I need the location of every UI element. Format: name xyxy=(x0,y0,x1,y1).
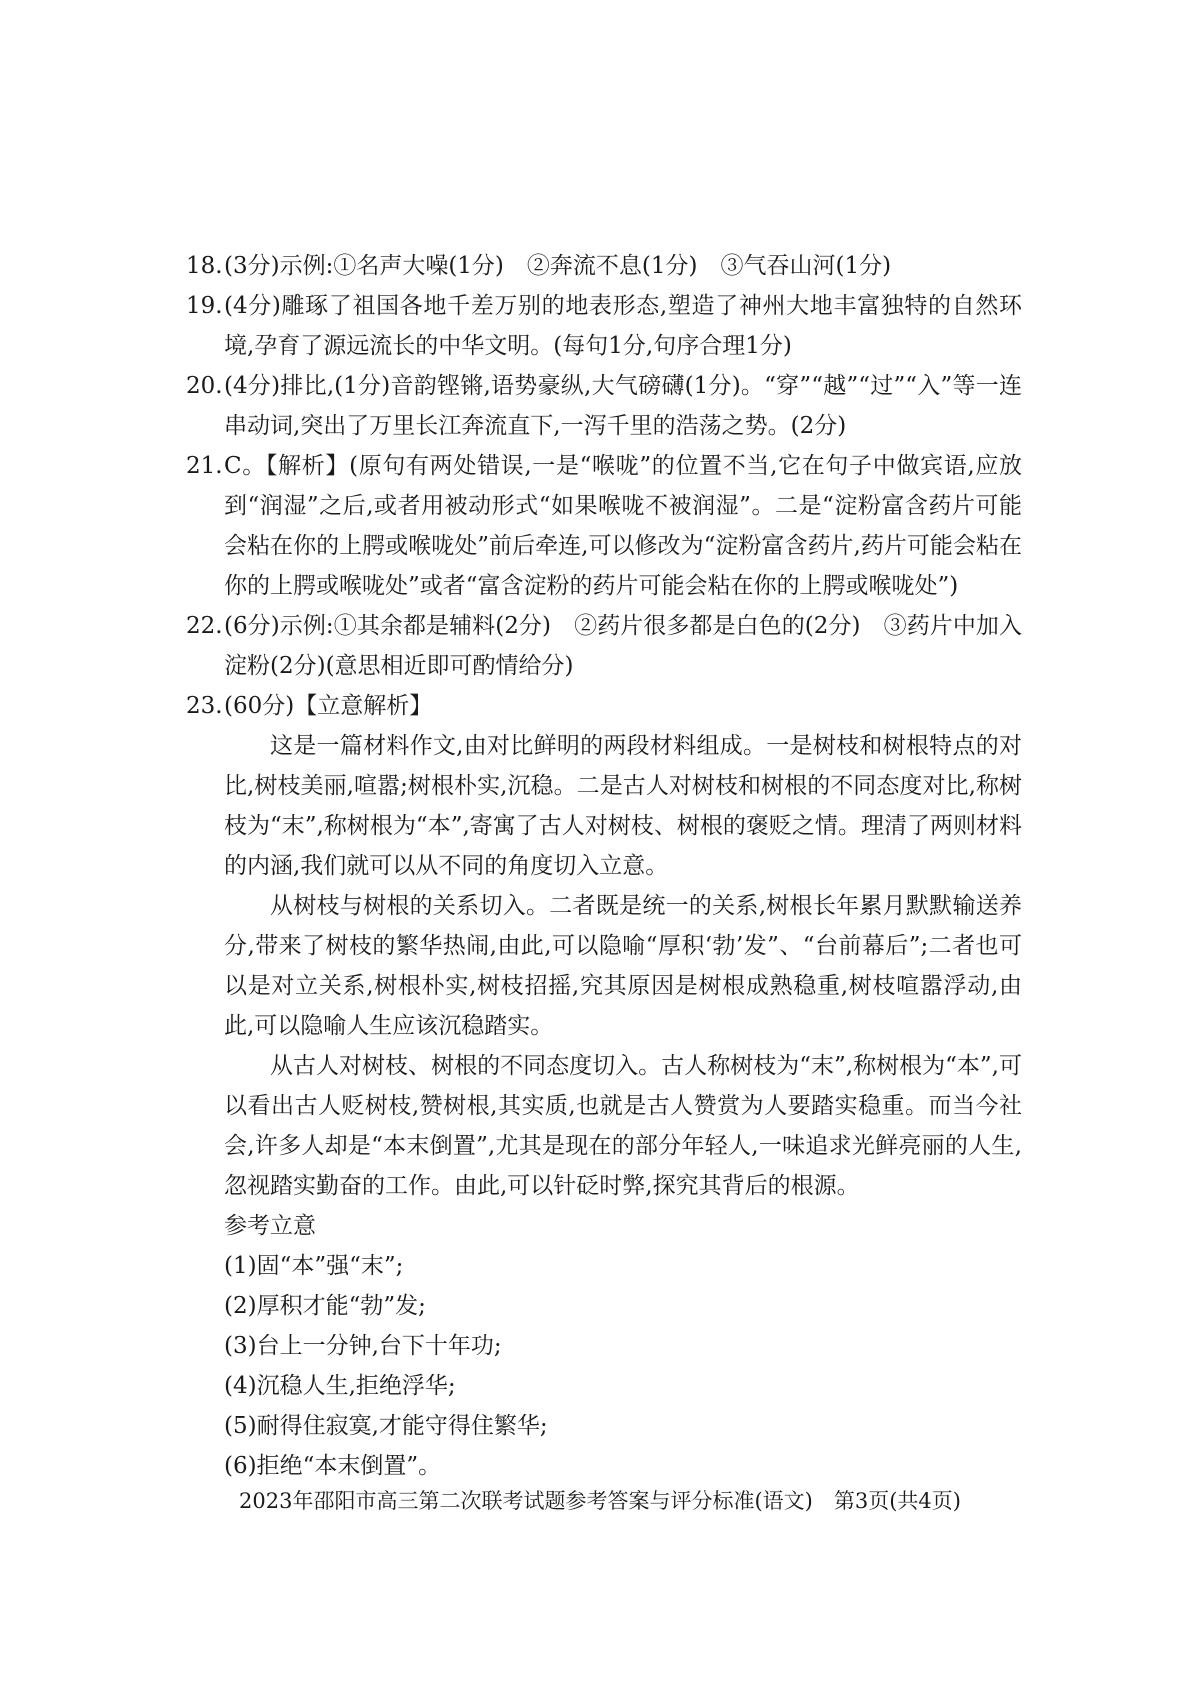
answer-text: (4分)雕琢了祖国各地千差万别的地表形态,塑造了神州大地丰富独特的自然环境,孕育了源远流长的中华文明。(每句1分,句序合理1分) xyxy=(224,293,1022,359)
answer-item-18 xyxy=(186,246,1022,286)
answer-text: (6分)示例:①其余都是辅料(2分) ②药片很多都是白色的(2分) ③药片中加入淀粉(2分)(意思相近即可酌情给分) xyxy=(224,613,1022,679)
analysis-paragraph: 这是一篇材料作文,由对比鲜明的两段材料组成。一是树枝和树根特点的对比,树枝美丽,喧嚣;树根朴实,沉稳。二是古人对树枝和树根的不同态度对比,称树枝为“末”,称树根为“本”,寄寓了古人对树枝、树根的褒贬之情。理清了两则材料的内涵,我们就可以从不同的角度切入立意。 xyxy=(224,733,1022,879)
ideas-heading: 参考立意 xyxy=(224,1213,316,1239)
answer-item-23 xyxy=(186,686,1022,726)
ideas-list xyxy=(224,1246,1022,1486)
answer-text: C。【解析】(原句有两处错误,一是“喉咙”的位置不当,它在句子中做宾语,应放到“润湿”之后,或者用被动形式“如果喉咙不被润湿”。二是“淀粉富含药片可能会粘在你的上腭或喉咙处”前后牵连,可以修改为“淀粉富含药片,药片可能会粘在你的上腭或喉咙处”或者“富含淀粉的药片可能会粘在你的上腭或喉咙处”) xyxy=(224,453,1022,599)
answer-text: (4分)排比,(1分)音韵铿锵,语势豪纵,大气磅礴(1分)。“穿”“越”“过”“入”等一连串动词,突出了万里长江奔流直下,一泻千里的浩荡之势。(2分) xyxy=(224,373,1022,439)
idea-item: (4)沉稳人生,拒绝浮华; xyxy=(224,1373,456,1399)
answer-text: (3分)示例:①名声大噪(1分) ②奔流不息(1分) ③气吞山河(1分) xyxy=(224,253,892,279)
analysis-paragraph: 从树枝与树根的关系切入。二者既是统一的关系,树根长年累月默默输送养分,带来了树枝的繁华热闹,由此,可以隐喻“厚积‘勃’发”、“台前幕后”;二者也可以是对立关系,树根朴实,树枝招摇,究其原因是树根成熟稳重,树枝喧嚣浮动,由此,可以隐喻人生应该沉稳踏实。 xyxy=(224,893,1022,1039)
answer-text: (60分)【立意解析】 xyxy=(224,693,433,719)
idea-item: (5)耐得住寂寞,才能守得住繁华; xyxy=(224,1413,548,1439)
answer-content xyxy=(186,246,1022,1486)
answer-item-21 xyxy=(186,446,1022,606)
analysis-paragraph: 从古人对树枝、树根的不同态度切入。古人称树枝为“末”,称树根为“本”,可以看出古人贬树枝,赞树根,其实质,也就是古人赞赏为人要踏实稳重。而当今社会,许多人却是“本末倒置”,尤其是现在的部分年轻人,一味追求光鲜亮丽的人生,忽视踏实勤奋的工作。由此,可以针砭时弊,探究其背后的根源。 xyxy=(224,1053,1022,1199)
idea-item: (1)固“本”强“末”; xyxy=(224,1253,404,1279)
question-number: 23. xyxy=(186,693,223,719)
answer-item-19 xyxy=(186,286,1022,366)
essay-analysis xyxy=(186,726,1022,1486)
answer-item-22 xyxy=(186,606,1022,686)
question-number: 22. xyxy=(186,613,223,639)
question-number: 20. xyxy=(186,373,223,399)
idea-item: (6)拒绝“本末倒置”。 xyxy=(224,1453,442,1479)
question-number: 21. xyxy=(186,453,223,479)
idea-item: (3)台上一分钟,台下十年功; xyxy=(224,1333,502,1359)
question-number: 19. xyxy=(186,293,223,319)
question-number: 18. xyxy=(186,253,223,279)
page-footer: 2023年邵阳市高三第二次联考试题参考答案与评分标准(语文) 第3页(共4页) xyxy=(239,1489,961,1513)
answer-item-20 xyxy=(186,366,1022,446)
idea-item: (2)厚积才能“勃”发; xyxy=(224,1293,426,1319)
